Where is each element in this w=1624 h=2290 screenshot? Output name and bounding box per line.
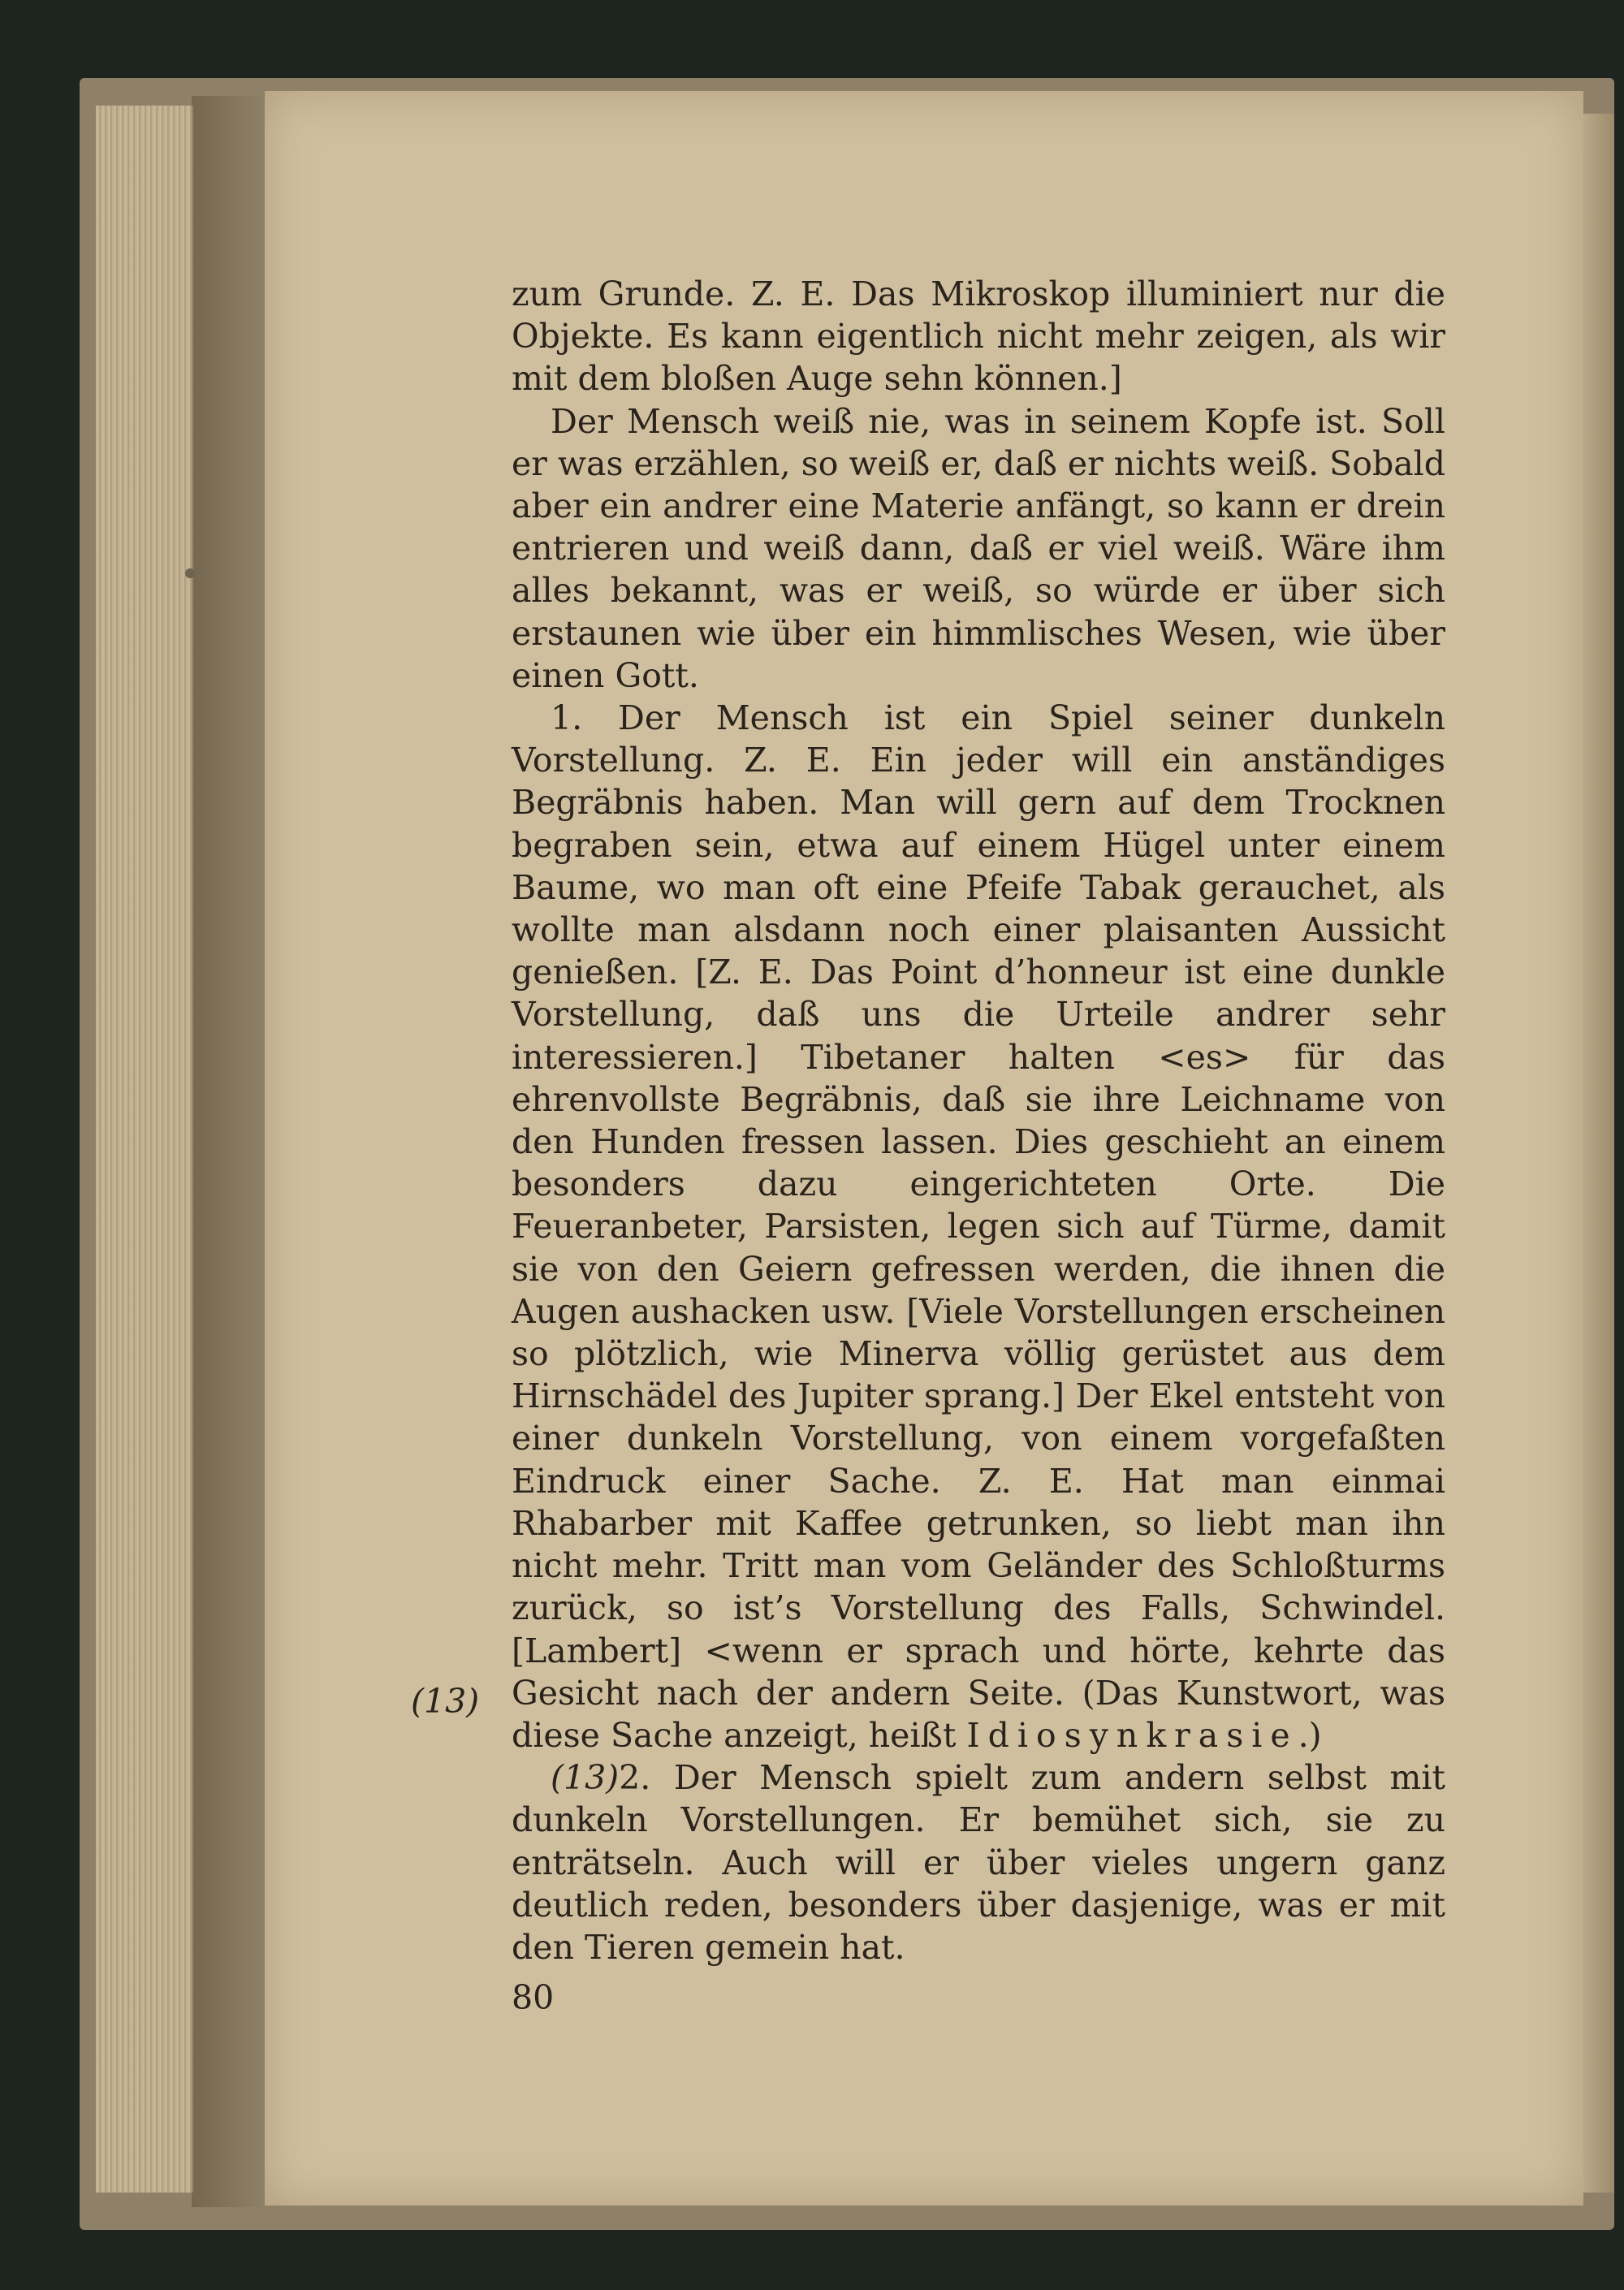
- spine-shadow: [192, 96, 265, 2207]
- spaced-term: Idiosynkrasie: [966, 1715, 1298, 1755]
- margin-number: (13): [411, 1682, 480, 1721]
- ink-spot: [185, 568, 195, 578]
- page-number: 80: [512, 1978, 555, 2018]
- page-stack-edge: [96, 106, 193, 2193]
- paragraph-3-end: .): [1298, 1715, 1322, 1755]
- section-2-text: 2. Der Mensch spielt zum andern selbst mit dunkeln Vorstellungen. Er bemühet sich, sie zu enträtseln. Auch will er über vieles ungern ganz deutlich reden, besonders über dasjenige, was er mit den Tieren gemein hat.: [512, 1758, 1445, 1967]
- section-2-paragraph: [512, 1756, 1445, 1968]
- paragraph-1: zum Grunde. Z. E. Das Mikroskop illuminiert nur die Objekte. Es kann eigentlich nicht mehr zeigen, als wir mit dem bloßen Auge sehn können.]: [512, 274, 1445, 399]
- paragraph-2: Der Mensch weiß nie, was in seinem Kopfe ist. Soll er was erzählen, so weiß er, daß er nichts weiß. Sobald aber ein andrer eine Materie anfängt, so kann er drein entrieren und weiß dann, daß er viel weiß. Wäre ihm alles bekannt, was er weiß, so würde er über sich erstaunen wie über ein himmlisches Wesen, wie über einen Gott.: [512, 401, 1445, 695]
- section-inline-number: (13): [551, 1758, 620, 1798]
- right-page-edge: [1583, 114, 1614, 2193]
- paragraph-3: [512, 697, 1445, 1756]
- text-block: [512, 273, 1445, 2019]
- paragraph-3-text: 1. Der Mensch ist ein Spiel seiner dunkeln Vorstellung. Z. E. Ein jeder will ein anständiges Begräbnis haben. Man will gern auf dem Trocknen begraben sein, etwa auf einem Hügel unter einem Baume, wo man oft eine Pfeife Tabak gerauchet, als wollte man alsdann noch einer plaisanten Aussicht genießen. [Z. E. Das Point d’honneur ist eine dunkle Vorstellung, daß uns die Urteile andrer sehr interessieren.] Tibetaner halten <es> für das ehrenvollste Begräbnis, daß sie ihre Leichname von den Hunden fressen lassen. Dies geschieht an einem besonders dazu eingerichteten Orte. Die Feueranbeter, Parsisten, legen sich auf Türme, damit sie von den Geiern gefressen werden, die ihnen die Augen aushacken usw. [Viele Vorstellungen erscheinen so plötzlich, wie Minerva völlig gerüstet aus dem Hirnschädel des Jupiter sprang.] Der Ekel entsteht von einer dunkeln Vorstellung, von einem vorgefaßten Eindruck einer Sache. Z. E. Hat man einmai Rhabarber mit Kaffee getrunken, so liebt man ihn nicht mehr. Tritt man vom Geländer des Schloßturms zurück, so ist’s Vorstellung des Falls, Schwindel. [Lambert] <wenn er sprach und hörte, kehrte das Gesicht nach der andern Seite. (Das Kunstwort, was diese Sache anzeigt, heißt: [512, 698, 1445, 1755]
